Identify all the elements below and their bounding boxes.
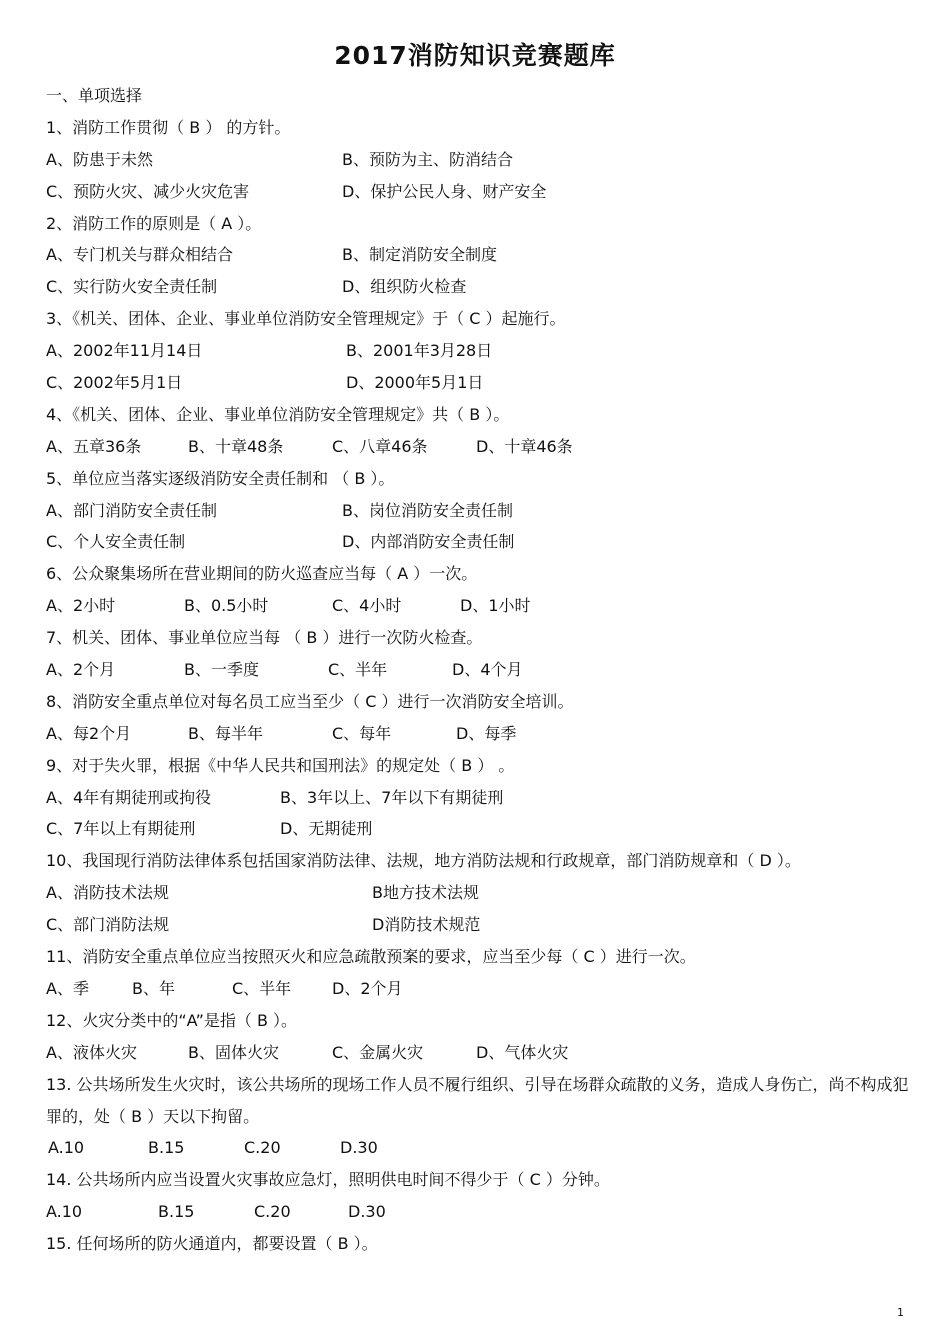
answer-option: D、组织防火检查	[342, 277, 467, 297]
options-row	[46, 367, 916, 399]
answer-option: A、部门消防安全责任制	[46, 500, 217, 520]
answer-option: C、半年	[328, 660, 388, 680]
question-text: 14. 公共场所内应当设置火灾事故应急灯，照明供电时间不得少于（ C ）分钟。	[46, 1170, 610, 1190]
answer-option: C.20	[244, 1138, 281, 1158]
answer-option: D、2个月	[332, 978, 403, 998]
answer-option: D、十章46条	[476, 436, 573, 456]
options-row	[46, 1196, 916, 1228]
answer-option: B、年	[132, 978, 175, 998]
answer-option: C、实行防火安全责任制	[46, 277, 218, 297]
answer-option: B、0.5小时	[184, 596, 269, 616]
options-row	[46, 1132, 916, 1164]
question-text: 5、单位应当落实逐级消防安全责任制和 （ B ）。	[46, 468, 395, 488]
options-row	[46, 526, 916, 558]
answer-option: D、保护公民人身、财产安全	[342, 181, 547, 201]
question-text: 3、《机关、团体、企业、事业单位消防安全管理规定》于（ C ）起施行。	[46, 309, 566, 329]
answer-option: C.20	[254, 1202, 291, 1222]
answer-option: C、金属火灾	[332, 1042, 424, 1062]
answer-option: C、2002年5月1日	[46, 373, 183, 393]
answer-option: D、气体火灾	[476, 1042, 569, 1062]
options-row	[46, 431, 916, 463]
answer-option: A.10	[46, 1202, 83, 1222]
answer-option: D消防技术规范	[372, 915, 481, 935]
answer-option: A、2002年11月14日	[46, 341, 203, 361]
answer-option: D、内部消防安全责任制	[342, 532, 515, 552]
answer-option: B、岗位消防安全责任制	[342, 500, 513, 520]
answer-option: C、部门消防法规	[46, 915, 170, 935]
answer-option: A、专门机关与群众相结合	[46, 245, 233, 265]
question-text: 6、公众聚集场所在营业期间的防火巡查应当每（ A ）一次。	[46, 564, 478, 584]
answer-option: B、固体火灾	[188, 1042, 279, 1062]
answer-option: B、预防为主、防消结合	[342, 149, 513, 169]
answer-option: C、半年	[232, 978, 292, 998]
options-row	[46, 1037, 916, 1069]
question-text: 8、消防安全重点单位对每名员工应当至少（ C ）进行一次消防安全培训。	[46, 691, 574, 711]
options-row	[46, 654, 916, 686]
options-row	[46, 239, 916, 271]
options-row	[46, 718, 916, 750]
answer-option: C、预防火灾、减少火灾危害	[46, 181, 250, 201]
question-text: 11、消防安全重点单位应当按照灭火和应急疏散预案的要求，应当至少每（ C ）进行一次。	[46, 947, 696, 967]
answer-option: B、每半年	[188, 723, 263, 743]
options-row	[46, 813, 916, 845]
answer-option: D、4个月	[452, 660, 523, 680]
answer-option: C、个人安全责任制	[46, 532, 186, 552]
question-text: 7、机关、团体、事业单位应当每 （ B ）进行一次防火检查。	[46, 628, 483, 648]
answer-option: C、4小时	[332, 596, 402, 616]
question-text: 2、消防工作的原则是（ A ）。	[46, 213, 262, 233]
answer-option: B地方技术法规	[372, 883, 479, 903]
answer-option: D.30	[348, 1202, 386, 1222]
answer-option: C、八章46条	[332, 436, 428, 456]
options-row	[46, 176, 916, 208]
answer-option: B、2001年3月28日	[346, 341, 493, 361]
answer-option: C、7年以上有期徒刑	[46, 819, 196, 839]
options-row	[46, 909, 916, 941]
answer-option: A、季	[46, 978, 89, 998]
answer-option: B、一季度	[184, 660, 259, 680]
answer-option: B、制定消防安全制度	[342, 245, 497, 265]
answer-option: C、每年	[332, 723, 392, 743]
question-text: 13. 公共场所发生火灾时，该公共场所的现场工作人员不履行组织、引导在场群众疏散的义务，造成人身伤亡，尚不构成犯罪的，处（ B ）天以下拘留。	[46, 1074, 909, 1126]
answer-option: D、每季	[456, 723, 517, 743]
answer-option: A、消防技术法规	[46, 883, 169, 903]
answer-option: B、十章48条	[188, 436, 284, 456]
options-row	[46, 495, 916, 527]
page-number: 1	[897, 1306, 904, 1319]
answer-option: D、1小时	[460, 596, 531, 616]
options-row	[46, 590, 916, 622]
question-text: 4、《机关、团体、企业、事业单位消防安全管理规定》共（ B ）。	[46, 404, 510, 424]
options-row	[46, 877, 916, 909]
answer-option: B、3年以上、7年以下有期徒刑	[280, 787, 504, 807]
answer-option: A、2个月	[46, 660, 116, 680]
question-text: 10、我国现行消防法律体系包括国家消防法律、法规，地方消防法规和行政规章，部门消防规章和（ D ）。	[46, 851, 801, 871]
answer-option: D.30	[340, 1138, 378, 1158]
options-row	[46, 271, 916, 303]
question-text: 1、消防工作贯彻（ B ） 的方针。	[46, 117, 291, 137]
answer-option: A、2小时	[46, 596, 116, 616]
options-row	[46, 335, 916, 367]
answer-option: A、防患于未然	[46, 149, 153, 169]
question-text: 12、火灾分类中的“A”是指（ B ）。	[46, 1010, 298, 1030]
answer-option: B.15	[148, 1138, 185, 1158]
answer-option: B.15	[158, 1202, 195, 1222]
answer-option: A、五章36条	[46, 436, 142, 456]
answer-option: A.10	[48, 1138, 85, 1158]
answer-option: D、无期徒刑	[280, 819, 373, 839]
options-row	[46, 782, 916, 814]
answer-option: A、每2个月	[46, 723, 132, 743]
page-title: 2017消防知识竞赛题库	[334, 41, 616, 70]
question-text: 15. 任何场所的防火通道内，都要设置（ B ）。	[46, 1234, 378, 1254]
options-row	[46, 144, 916, 176]
question-text: 9、对于失火罪，根据《中华人民共和国刑法》的规定处（ B ） 。	[46, 755, 515, 775]
question-list	[46, 80, 916, 1260]
answer-option: D、2000年5月1日	[346, 373, 484, 393]
section-heading: 一、单项选择	[46, 86, 143, 105]
options-row	[46, 973, 916, 1005]
answer-option: A、液体火灾	[46, 1042, 137, 1062]
answer-option: A、4年有期徒刑或拘役	[46, 787, 212, 807]
